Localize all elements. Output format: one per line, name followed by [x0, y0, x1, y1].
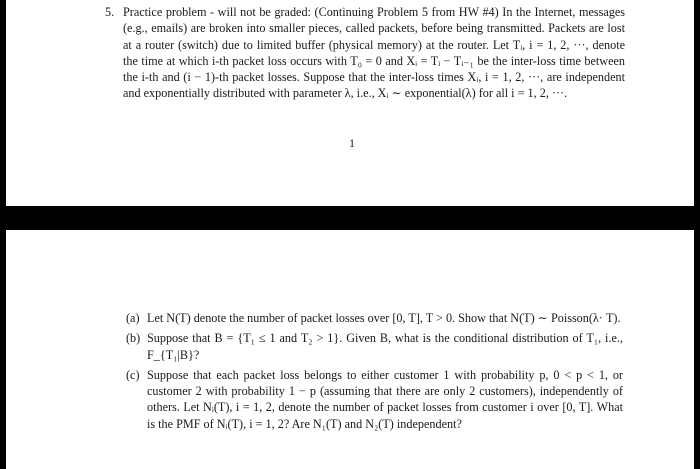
part-text: Suppose that each packet loss belongs to either customer 1 with probability p, 0 < p < 1, or customer 2 with probability 1 − p (assuming that there are only 2 customers), independently of others. Let Nᵢ(T), i = 1, 2, denote the number of packet losses from customer i over [0, T]. What is the PMF of Nᵢ(T), i = 1, 2? Are N₁(T) and N₂(T) independent? — [147, 367, 623, 431]
problem-parts — [126, 310, 623, 436]
problem-text: Practice problem - will not be graded: (Continuing Problem 5 from HW #4) In the Internet, messages (e.g., emails) are broken into smaller pieces, called packets, before being transmitted. Packets are lost at a router (switch) due to limited buffer (physical memory) at the router. Let Tᵢ, i = 1, 2, ···, denote the time at which i-th packet loss occurs with T₀ = 0 and Xᵢ = Tᵢ − Tᵢ₋₁ be the inter-loss time between the i-th and (i − 1)-th packet losses. Suppose that the inter-loss times Xᵢ, i = 1, 2, ···, are independent and exponentially distributed with parameter λ, i.e., Xᵢ ∼ exponential(λ) for all i = 1, 2, ···. — [123, 5, 625, 101]
part-text: Suppose that B = {T₁ ≤ 1 and T₂ > 1}. Given B, what is the conditional distribution of T₁, i.e., F_{T₁|B}? — [147, 331, 623, 362]
part-label: (b) — [126, 331, 141, 346]
page-number: 1 — [349, 136, 355, 150]
problem-number: 5. — [105, 5, 115, 19]
part-c — [126, 367, 623, 432]
part-text: Let N(T) denote the number of packet losses over [0, T], T > 0. Show that N(T) ∼ Poisson(λ· T). — [147, 311, 621, 325]
page-1 — [6, 0, 694, 206]
problem-5 — [105, 4, 625, 102]
part-b — [126, 330, 623, 363]
part-label: (c) — [126, 367, 140, 382]
page-2 — [6, 230, 694, 469]
part-label: (a) — [126, 311, 140, 325]
part-a — [126, 310, 623, 326]
